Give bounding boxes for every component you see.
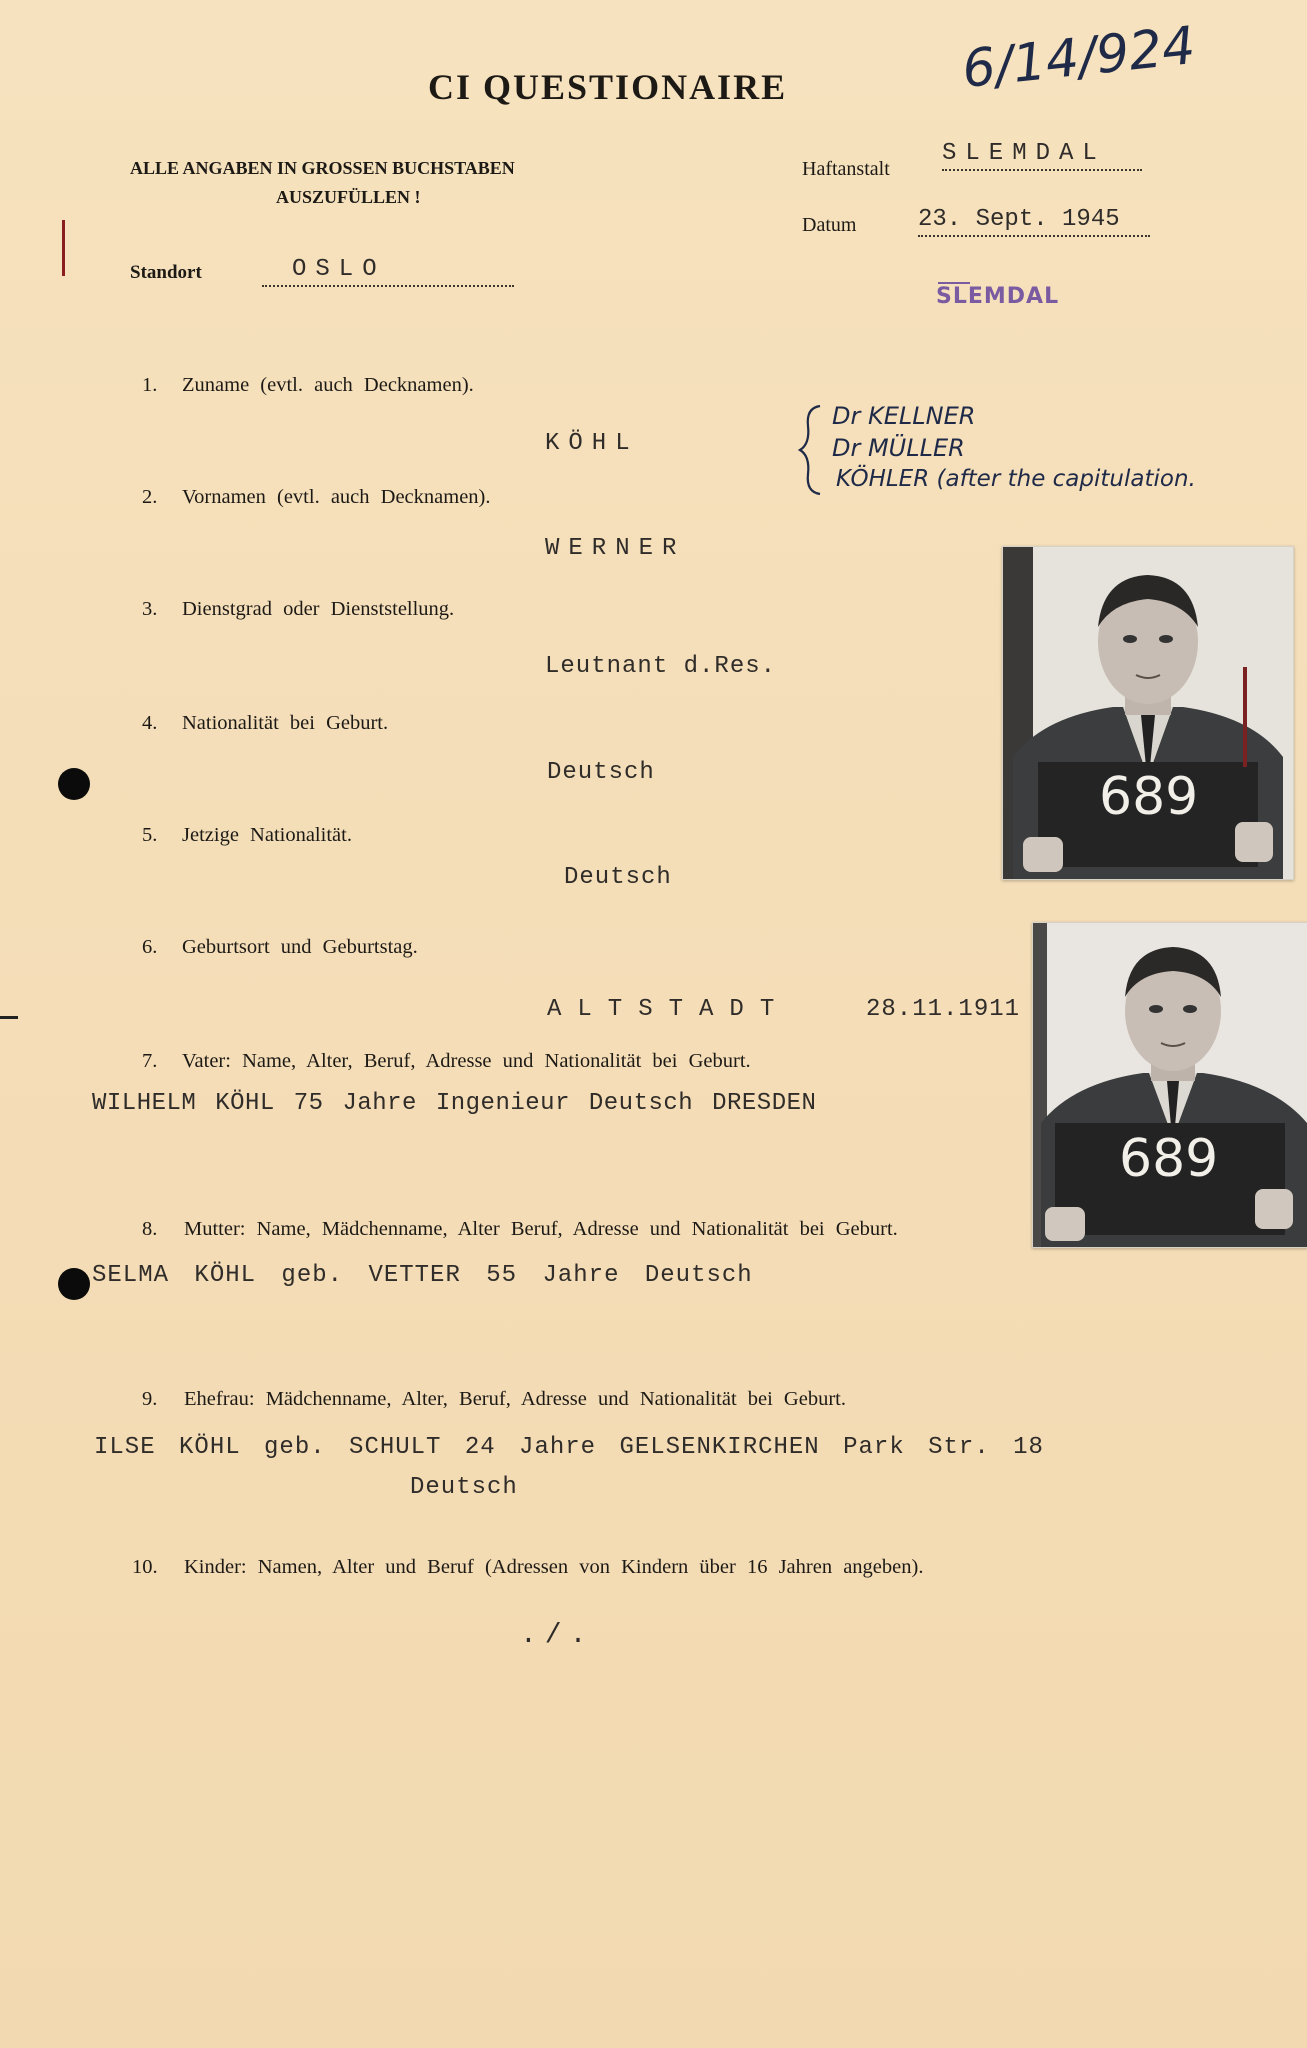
handwritten-reference: 6/14/924 [959, 15, 1199, 101]
alias-line-1: Dr KELLNER [832, 402, 976, 430]
question-10-label: Kinder: Namen, Alter und Beruf (Adressen von Kindern über 16 Jahren angeben). [184, 1556, 924, 1578]
mugshot-photo-2 [1032, 922, 1307, 1248]
haftanstalt-value: SLEMDAL [942, 140, 1142, 171]
datum-value: 23. Sept. 1945 [918, 206, 1150, 237]
question-6-answer-place: ALTSTADT [547, 996, 791, 1023]
slemdal-stamp: SLEMDAL [936, 284, 1060, 309]
question-10-number: 10. [132, 1556, 158, 1578]
prisoner-number-1: 689 [1099, 767, 1199, 827]
question-4-number: 4. [142, 712, 158, 734]
question-5-number: 5. [142, 824, 158, 846]
margin-tick [0, 1016, 18, 1019]
question-1-answer: KÖHL [545, 430, 639, 457]
question-7-number: 7. [142, 1050, 158, 1072]
question-3-label: Dienstgrad oder Dienststellung. [182, 598, 455, 620]
alias-line-3: KÖHLER (after the capitulation. [836, 466, 1196, 492]
question-7-label: Vater: Name, Alter, Beruf, Adresse und Nationalität bei Geburt. [182, 1050, 751, 1072]
question-8-answer: SELMA KÖHL geb. VETTER 55 Jahre Deutsch [92, 1262, 753, 1289]
question-4-answer: Deutsch [547, 759, 655, 786]
margin-mark [62, 220, 65, 276]
question-9-label: Ehefrau: Mädchenname, Alter, Beruf, Adresse und Nationalität bei Geburt. [184, 1388, 846, 1410]
mugshot-photo-1 [1002, 546, 1294, 880]
punch-hole [58, 768, 90, 800]
question-1-number: 1. [142, 374, 158, 396]
haftanstalt-label: Haftanstalt [802, 158, 890, 180]
standort-label: Standort [130, 262, 202, 283]
question-9-answer-nationality: Deutsch [410, 1474, 518, 1501]
instruction-line-2: AUSZUFÜLLEN ! [276, 187, 421, 207]
mugshot-portrait-icon [1003, 547, 1293, 879]
question-1-label: Zuname (evtl. auch Decknamen). [182, 374, 474, 396]
question-8-label: Mutter: Name, Mädchenname, Alter Beruf, Adresse und Nationalität bei Geburt. [184, 1218, 898, 1240]
question-7-answer: WILHELM KÖHL 75 Jahre Ingenieur Deutsch DRESDEN [92, 1090, 817, 1117]
question-2-number: 2. [142, 486, 158, 508]
question-4-label: Nationalität bei Geburt. [182, 712, 389, 734]
question-3-number: 3. [142, 598, 158, 620]
question-6-answer-date: 28.11.1911 [866, 996, 1021, 1023]
question-6-label: Geburtsort und Geburtstag. [182, 936, 418, 958]
question-8-number: 8. [142, 1218, 158, 1240]
question-2-label: Vornamen (evtl. auch Decknamen). [182, 486, 491, 508]
prisoner-number-2: 689 [1119, 1129, 1219, 1189]
mugshot-portrait-icon [1033, 923, 1307, 1247]
question-3-answer: Leutnant d.Res. [545, 653, 777, 680]
standort-value: OSLO [262, 256, 514, 287]
question-5-label: Jetzige Nationalität. [182, 824, 352, 846]
punch-hole [58, 1268, 90, 1300]
alias-line-2: Dr MÜLLER [832, 434, 965, 462]
datum-label: Datum [802, 214, 857, 236]
question-5-answer: Deutsch [564, 864, 672, 891]
curly-brace-icon [796, 402, 826, 498]
instruction-line-1: ALLE ANGABEN IN GROSSEN BUCHSTABEN [130, 158, 515, 178]
question-6-number: 6. [142, 936, 158, 958]
question-2-answer: WERNER [545, 535, 686, 562]
question-9-number: 9. [142, 1388, 158, 1410]
question-9-answer: ILSE KÖHL geb. SCHULT 24 Jahre GELSENKIRCHEN Park Str. 18 [94, 1434, 1044, 1461]
question-10-answer: ./. [520, 1620, 595, 1651]
document-title: CI QUESTIONAIRE [428, 67, 788, 107]
